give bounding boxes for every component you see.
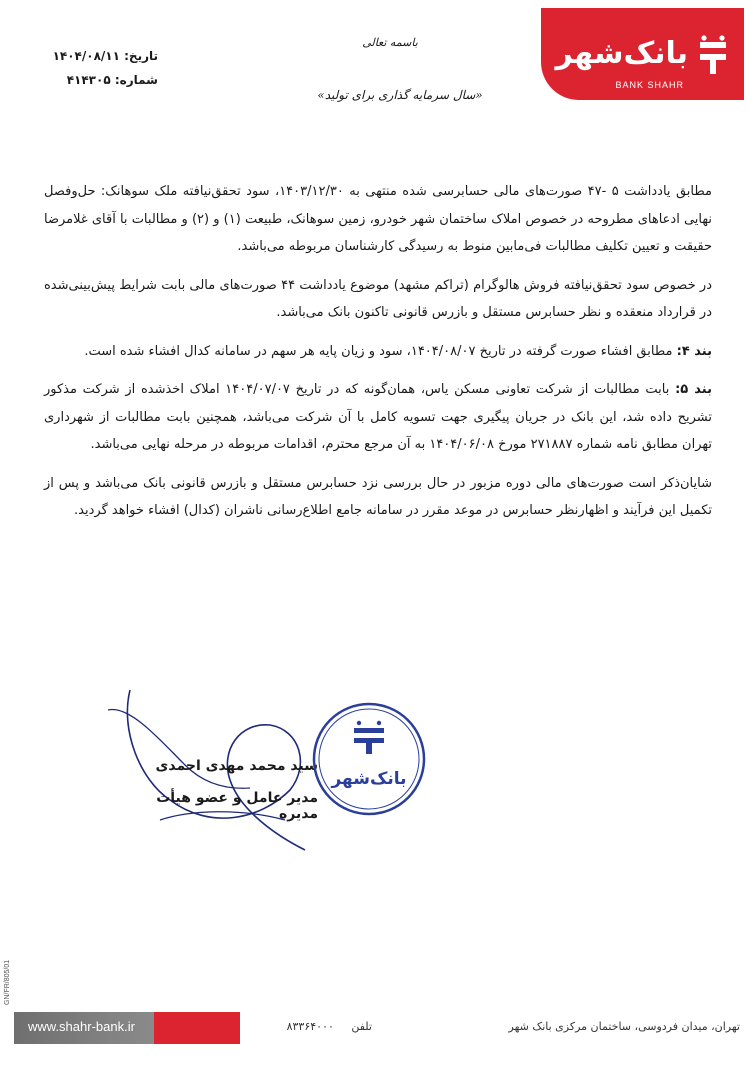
clause-4-label: بند ۴: xyxy=(676,343,712,359)
bank-logo xyxy=(541,8,744,100)
footer-address: تهران، میدان فردوسی، ساختمان مرکزی بانک شهر xyxy=(508,1020,740,1033)
paragraph-clause-5 xyxy=(44,376,712,459)
form-code: GN/FR/805/01 xyxy=(4,959,11,1005)
signatory-name: سید محمد مهدی احمدی xyxy=(155,758,318,774)
phone-value: ۸۳۳۶۴۰۰۰ xyxy=(286,1020,334,1033)
number-label: شماره: xyxy=(114,73,158,87)
year-motto: «سال سرمایه گذاری برای تولید» xyxy=(317,88,483,102)
letter-body xyxy=(44,178,712,536)
bismillah: باسمه تعالی xyxy=(362,36,418,49)
clause-5-text: بابت مطالبات از شرکت تعاونی مسکن یاس، همان‌گونه که در تاریخ ۱۴۰۴/۰۷/۰۷ املاک اخذشده از شرکت مذکور تشریح داده شد، این بانک در جریان پیگیری جهت تسویه کامل با آن شرکت می‌باشد، همچنین بابت مطالبات از شهرداری تهران مطابق نامه شماره ۲۷۱۸۸۷ مورخ ۱۴۰۴/۰۶/۰۸ به آن مرجع محترم، اقدامات مربوطه در مرحله نهایی می‌باشد. xyxy=(44,382,712,452)
signatory-title: مدیر عامل و عضو هیأت مدیره xyxy=(156,790,318,822)
date-value: ۱۴۰۴/۰۸/۱۱ xyxy=(52,49,120,63)
number-value: ۴۱۴۳۰۵ xyxy=(66,73,111,87)
number-row xyxy=(18,68,158,92)
paragraph-2: در خصوص سود تحقق‌نیافته فروش هالوگرام (تراکم مشهد) موضوع یادداشت ۴۴ صورت‌های مالی بابت شرایط پیش‌بینی‌شده در قرارداد منعقده و نظر حسابرس مستقل و بازرس قانونی تاکنون بانک می‌باشد. xyxy=(44,277,713,320)
footer-phone xyxy=(262,1020,372,1033)
date-row xyxy=(18,44,158,68)
paragraph-5: شایان‌ذکر است صورت‌های مالی دوره مزبور در حال بررسی نزد حسابرس مستقل و بازرس قانونی بانک می‌باشد و پس از تکمیل این فرآیند و اظهارنظر حسابرس در موعد مقرر در سامانه جامع اطلاع‌رسانی ناشران (کدال) افشاء خواهد گردید. xyxy=(44,475,712,518)
bank-stamp xyxy=(310,700,428,818)
bank-shahr-logo-icon xyxy=(694,34,732,78)
logo-text-fa: بانک‌شهر xyxy=(555,36,688,71)
clause-4-text: مطابق افشاء صورت گرفته در تاریخ ۱۴۰۴/۰۸/۰۷، سود و زیان پایه هر سهم در سامانه کدال افشاء شده است. xyxy=(84,343,677,359)
footer-website-link[interactable]: www.shahr-bank.ir xyxy=(28,1019,135,1034)
clause-5-label: بند ۵: xyxy=(675,382,712,397)
phone-label: تلفن xyxy=(351,1020,372,1033)
date-label: تاریخ: xyxy=(124,49,158,63)
paragraph-1: مطابق یادداشت ۵ -۴۷ صورت‌های مالی حسابرسی شده منتهی به ۱۴۰۳/۱۲/۳۰، سود تحقق‌نیافته ملک سوهانک: حل‌وفصل نهایی ادعاهای مطروحه در خصوص املاک ساختمان شهر خودرو، زمین سوهانک، طبیعت (۱) و (۲) و مطالبات با آقای غلامرضا حقیقت و تعیین تکلیف مطالبات فی‌مابین منوط به رسیدگی کارشناسان مربوطه می‌باشد. xyxy=(44,184,713,254)
logo-text-en: BANK SHAHR xyxy=(615,80,684,90)
svg-text:بانک‌شهر: بانک‌شهر xyxy=(331,769,407,789)
paragraph-clause-4 xyxy=(44,338,712,366)
letter-meta xyxy=(18,44,158,92)
